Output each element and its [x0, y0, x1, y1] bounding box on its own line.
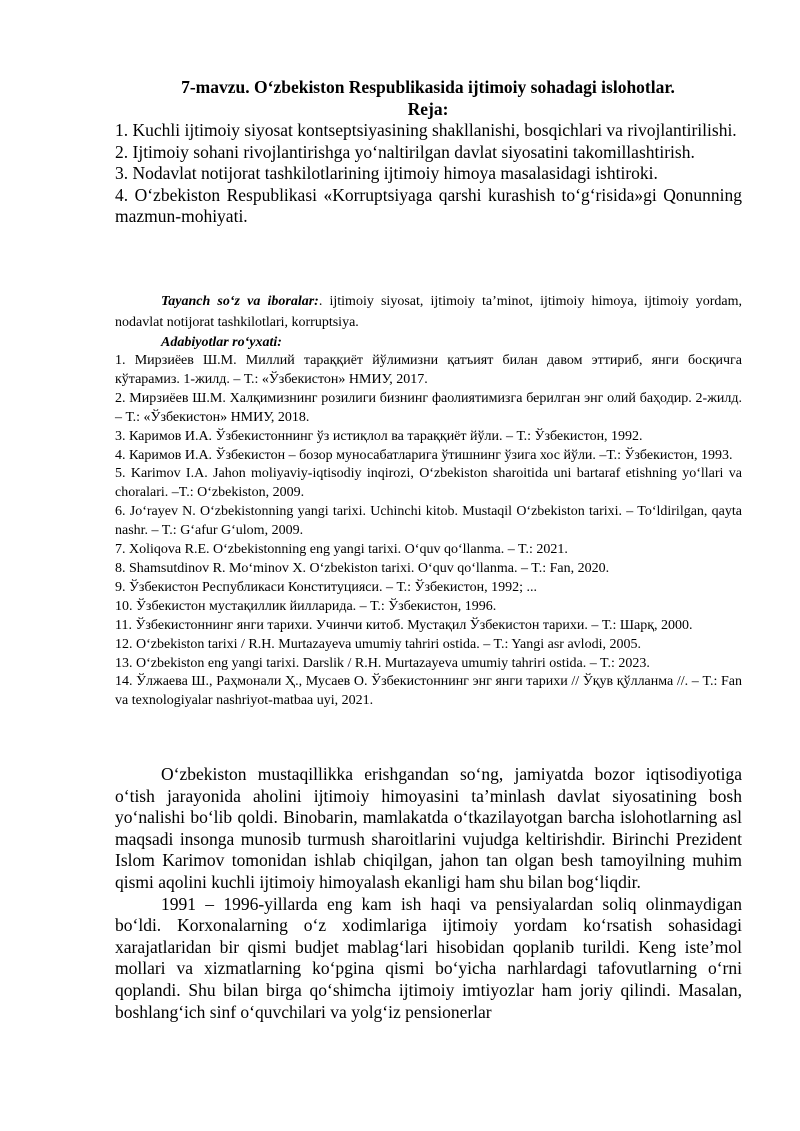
keywords-label: Tayanch so‘z va iboralar: — [161, 294, 319, 309]
keywords-text: . ijtimoiy siyosat, ijtimoiy ta’minot, ijtimoiy himoya, ijtimoiy yordam, nodavlat notijorat tashkilotlari, korruptsiya. — [115, 294, 742, 330]
reference-item: 3. Каримов И.А. Ўзбекистоннинг ўз истиқлол ва тараққиёт йўли. – Т.: Ўзбекистон, 1992. — [115, 428, 643, 444]
plan-item: 4. O‘zbekiston Respublikasi «Korruptsiyaga qarshi kurashish to‘g‘risida»gi Qonunning mazmun-mohiyati. — [115, 184, 742, 226]
reference-item: 13. O‘zbekiston eng yangi tarixi. Darslik / R.H. Murtazayeva umumiy tahriri ostida. – T.: 2023. — [115, 655, 650, 671]
references-heading: Adabiyotlar ro‘yxati: — [161, 335, 282, 350]
reference-item: 10. Ўзбекистон мустақиллик йилларида. – Т.: Ўзбекистон, 1996. — [115, 598, 497, 614]
reference-item: 6. Jo‘rayev N. O‘zbekistonning yangi tarixi. Uchinchi kitob. Mustaqil O‘zbekiston tarixi. – To‘ldirilgan, qayta nashr. – T.: G‘afur G‘ulom, 2009. — [115, 504, 742, 539]
page-title: 7-mavzu. O‘zbekiston Respublikasida ijtimoiy sohadagi islohotlar. — [181, 77, 675, 97]
reference-item: 5. Karimov I.A. Jahon moliyaviy-iqtisodiy inqirozi, O‘zbekiston sharoitida uni bartaraf etishning yo‘llari va choralari. –T.: O‘zbekiston, 2009. — [115, 466, 742, 501]
plan-item: 3. Nodavlat notijorat tashkilotlarining ijtimoiy himoya masalasidagi ishtiroki. — [115, 163, 658, 183]
body-paragraph: O‘zbekiston mustaqillikka erishgandan so‘ng, jamiyatda bozor iqtisodiyotiga o‘tish jarayonida aholini ijtimoiy himoyasini ta’minlash davlat siyosatining bosh yo‘nalishi bo‘lib qoldi. Binobarin, mamlakatda o‘tkazilayotgan barcha islohotlarning asl maqsadi insonga munosib turmush sharoitlarini vujudga keltirishdir. Birinchi Prezident Islom Karimov tomonidan ishlab chiqilgan, jahon tan olgan besh tamoyilning muhim qismi aqolini kuchli ijtimoiy himoyalash ekanligi ham shu bilan bog‘liqdir. — [115, 764, 742, 892]
reference-item: 4. Каримов И.А. Ўзбекистон – бозор муносабатларига ўтишнинг ўзига хос йўли. –Т.: Ўзбекистон, 1993. — [115, 447, 733, 463]
plan-list — [115, 120, 742, 228]
plan-item: 1. Kuchli ijtimoiy siyosat kontseptsiyasining shakllanishi, bosqichlari va rivojlantirilishi. — [115, 120, 737, 140]
reference-item: 11. Ўзбекистоннинг янги тарихи. Учинчи китоб. Мустақил Ўзбекистон тарихи. – Т.: Шарқ, 2000. — [115, 617, 693, 633]
references-list — [115, 352, 742, 711]
reference-item: 8. Shamsutdinov R. Mo‘minov X. O‘zbekiston tarixi. O‘quv qo‘llanma. – T.: Fan, 2020. — [115, 560, 610, 576]
reference-item: 1. Мирзиёев Ш.М. Миллий тараққиёт йўлимизни қатъият билан давом эттириб, янги босқичга кўтарамиз. 1-жилд. – Т.: «Ўзбекистон» НМИУ, 2017. — [115, 353, 742, 387]
body-text — [115, 764, 742, 1023]
plan-heading: Reja: — [407, 99, 449, 119]
reference-item: 2. Мирзиёев Ш.М. Халқимизнинг розилиги бизнинг фаолиятимизга берилган энг олий баҳодир. 2-жилд. – Т.: «Ўзбекистон» НМИУ, 2018. — [115, 390, 742, 425]
body-paragraph: 1991 – 1996-yillarda eng kam ish haqi va pensiyalardan soliq olinmaydigan bo‘ldi. Korxonalarning o‘z xodimlariga ijtimoiy yordam ko‘rsatish sohasidagi xarajatlaridan bir qismi budjet mablag‘lari hisobidan qoplanib turildi. Keng iste’mol mollari va xizmatlarning ko‘pgina qismi bo‘yicha narhlardagi tafovutlarning o‘rni qoplandi. Shu bilan birga qo‘shimcha ijtimoiy imtiyozlar ham joriy qilindi. Masalan, boshlang‘ich sinf o‘quvchilari va yolg‘iz pensionerlar — [115, 893, 742, 1022]
reference-item: 7. Xoliqova R.E. O‘zbekistonning eng yangi tarixi. O‘quv qo‘llanma. – T.: 2021. — [115, 542, 568, 558]
keywords-paragraph — [115, 291, 742, 333]
plan-item: 2. Ijtimoiy sohani rivojlantirishga yo‘naltirilgan davlat siyosatini takomillashtirish. — [115, 141, 695, 162]
reference-item: 12. O‘zbekiston tarixi / R.H. Murtazayeva umumiy tahriri ostida. – T.: Yangi asr avlodi, 2005. — [115, 636, 641, 652]
reference-item: 14. Ўлжаева Ш., Раҳмонали Ҳ., Мусаев О. Ўзбекистоннинг энг янги тарихи // Ўқув қўлланма //. – T.: Fan va texnologiyalar nashriyot-matbaa uyi, 2021. — [115, 674, 742, 709]
reference-item: 9. Ўзбекистон Республикаси Конституцияси. – Т.: Ўзбекистон, 1992; ... — [115, 579, 537, 595]
